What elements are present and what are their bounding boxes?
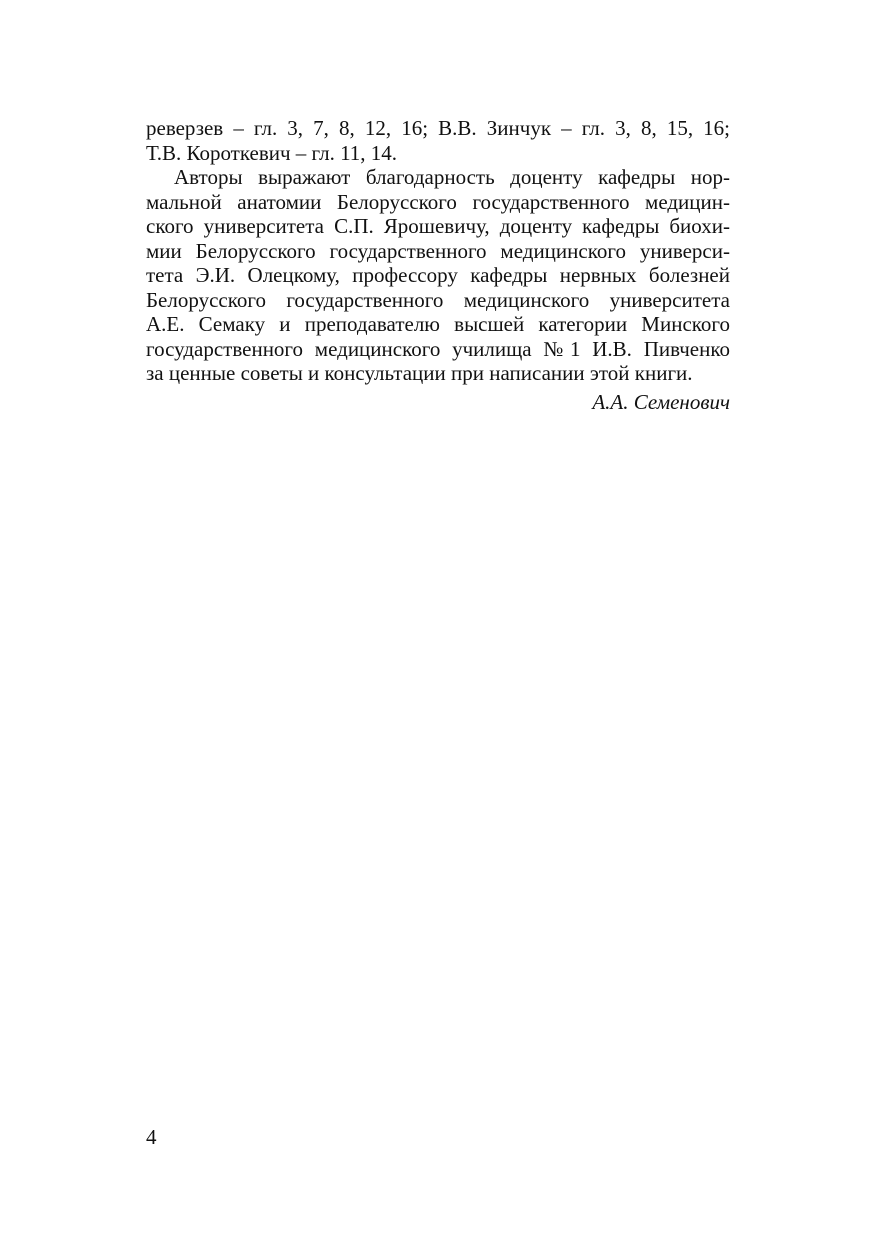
text-line: мии Белорусского государственного медицинского универси- [146, 238, 730, 263]
text-line: ского университета С.П. Ярошевичу, доценту кафедры биохи- [146, 214, 730, 238]
text-line: Т.В. Короткевич – гл. 11, 14. [146, 140, 398, 165]
text-line: государственного медицинского училища №1 И.В. Пивченко [146, 336, 730, 361]
author-signature: А.А. Семенович [592, 390, 730, 414]
paragraph-acknowledgements [146, 165, 730, 386]
text-line: за ценные советы и консультации при написании этой книги. [146, 361, 693, 385]
text-line: тета Э.И. Олецкому, профессору кафедры нервных болезней [146, 263, 730, 287]
text-line: реверзев – гл. 3, 7, 8, 12, 16; В.В. Зинчук – гл. 3, 8, 15, 16; [146, 116, 730, 140]
text-line: мальной анатомии Белорусского государственного медицин- [146, 189, 730, 214]
page-number: 4 [146, 1125, 157, 1149]
text-line: А.Е. Семаку и преподавателю высшей категории Минского [146, 312, 730, 336]
paragraph-authors-continued [146, 116, 730, 165]
text-line: Белорусского государственного медицинского университета [146, 287, 730, 312]
body-text [146, 116, 730, 386]
text-line: Авторы выражают благодарность доценту кафедры нор- [174, 165, 730, 189]
